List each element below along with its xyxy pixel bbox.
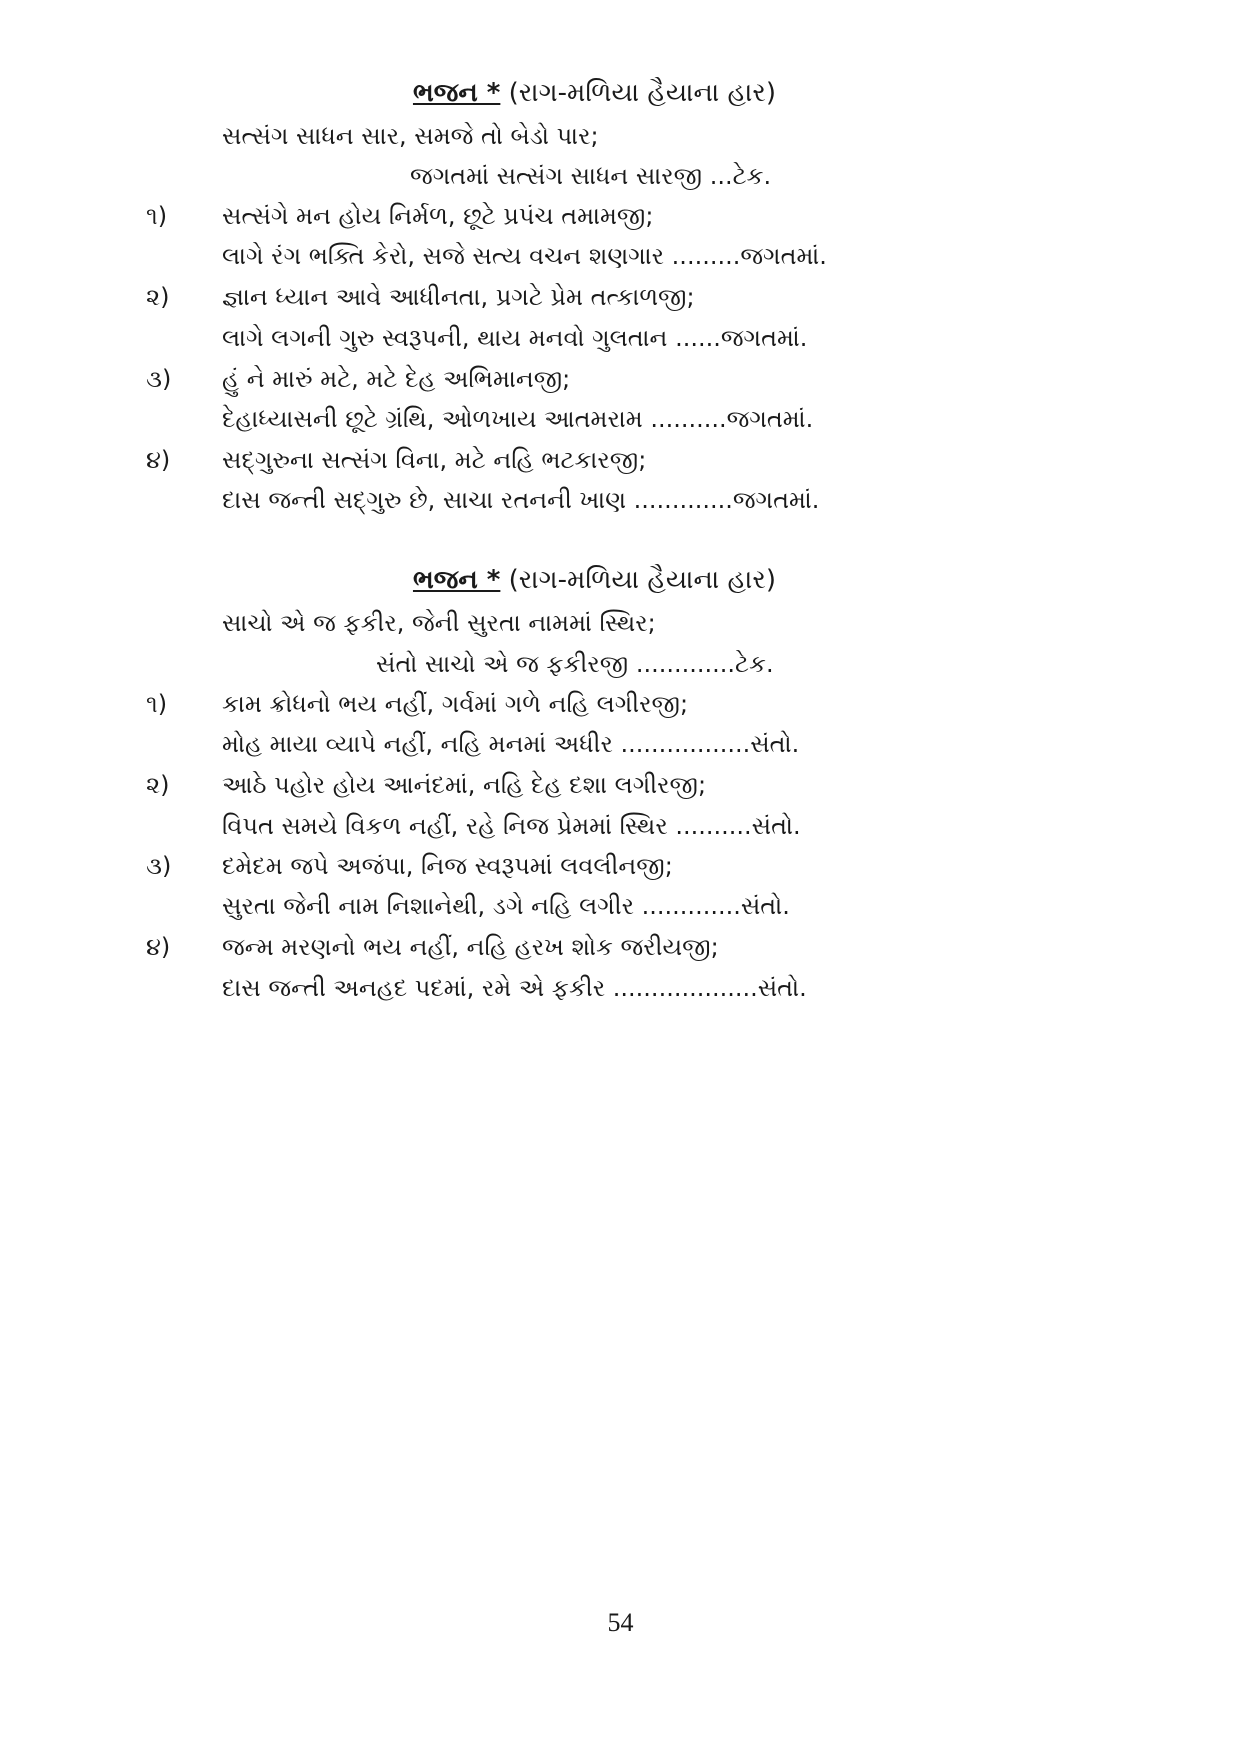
refrain-line-2: જગતમાં સત્સંગ સાધન સારજી ...ટેક. xyxy=(410,162,772,190)
verse-number: ૪) xyxy=(146,446,171,474)
verse-number: ૪) xyxy=(146,933,171,961)
verse-line: હું ને મારું મટે, મટે દેહ અભિમાનજી; xyxy=(222,365,571,393)
bhajan-title-word: ભજન * xyxy=(412,78,501,108)
verse-line: કામ ક્રોધનો ભય નહીં, ગર્વમાં ગળે નહિ લગીરજી; xyxy=(222,690,689,718)
verse-line: દેહાધ્યાસની છૂટે ગ્રંથિ, ઓળખાય આતમરામ ..........જગતમાં. xyxy=(222,405,814,433)
bhajan-raag: (રાગ-મળિયા હૈયાના હાર) xyxy=(500,565,776,595)
refrain-line-2: સંતો સાચો એ જ ફકીરજી .............ટેક. xyxy=(376,650,774,678)
verse-line: દાસ જન્તી અનહદ પદમાં, રમે એ ફકીર ...................સંતો. xyxy=(222,974,807,1002)
verse-line: લાગે લગની ગુરુ સ્વરૂપની, થાય મનવો ગુલતાન ......જગતમાં. xyxy=(222,324,808,352)
refrain-line-1: સાચો એ જ ફકીર, જેની સુરતા નામમાં સ્થિર; xyxy=(222,609,656,637)
verse-line: દાસ જન્તી સદ્ગુરુ છે, સાચા રતનની ખાણ .............જગતમાં. xyxy=(222,486,820,514)
verse-number: ૨) xyxy=(146,771,170,799)
verse-line: સુરતા જેની નામ નિશાનેથી, ડગે નહિ લગીર .............સંતો. xyxy=(222,892,790,920)
bhajan-raag: (રાગ-મળિયા હૈયાના હાર) xyxy=(500,78,776,108)
verse-line: સદ્ગુરુના સત્સંગ વિના, મટે નહિ ભટકારજી; xyxy=(222,446,647,474)
verse-number: ૧) xyxy=(146,202,168,230)
verse-number: ૩) xyxy=(146,365,172,393)
verse-line: જન્મ મરણનો ભય નહીં, નહિ હરખ શોક જરીયજી; xyxy=(222,933,719,961)
bhajan-title xyxy=(413,78,776,109)
verse-line: સત્સંગે મન હોય નિર્મળ, છૂટે પ્રપંચ તમામજી; xyxy=(222,202,654,230)
verse-line: લાગે રંગ ભક્તિ કેરો, સજે સત્ય વચન શણગાર .........જગતમાં. xyxy=(222,242,827,270)
verse-line: આઠે પહોર હોય આનંદમાં, નહિ દેહ દશા લગીરજી; xyxy=(222,771,707,799)
verse-number: ૩) xyxy=(146,852,172,880)
verse-line: વિપત સમયે વિકળ નહીં, રહે નિજ પ્રેમમાં સ્થિર ..........સંતો. xyxy=(222,812,801,840)
verse-line: જ્ઞાન ધ્યાન આવે આધીનતા, પ્રગટે પ્રેમ તત્કાળજી; xyxy=(222,283,695,311)
refrain-line-1: સત્સંગ સાધન સાર, સમજે તો બેડો પાર; xyxy=(222,122,599,150)
bhajan-title xyxy=(413,565,776,596)
verse-line: મોહ માયા વ્યાપે નહીં, નહિ મનમાં અધીર .................સંતો. xyxy=(222,730,800,758)
bhajan-title-word: ભજન * xyxy=(412,565,501,595)
verse-line: દમેદમ જપે અજંપા, નિજ સ્વરૂપમાં લવલીનજી; xyxy=(222,852,673,880)
verse-number: ૧) xyxy=(146,690,168,718)
verse-number: ૨) xyxy=(146,283,170,311)
page-number: 54 xyxy=(607,1608,634,1637)
